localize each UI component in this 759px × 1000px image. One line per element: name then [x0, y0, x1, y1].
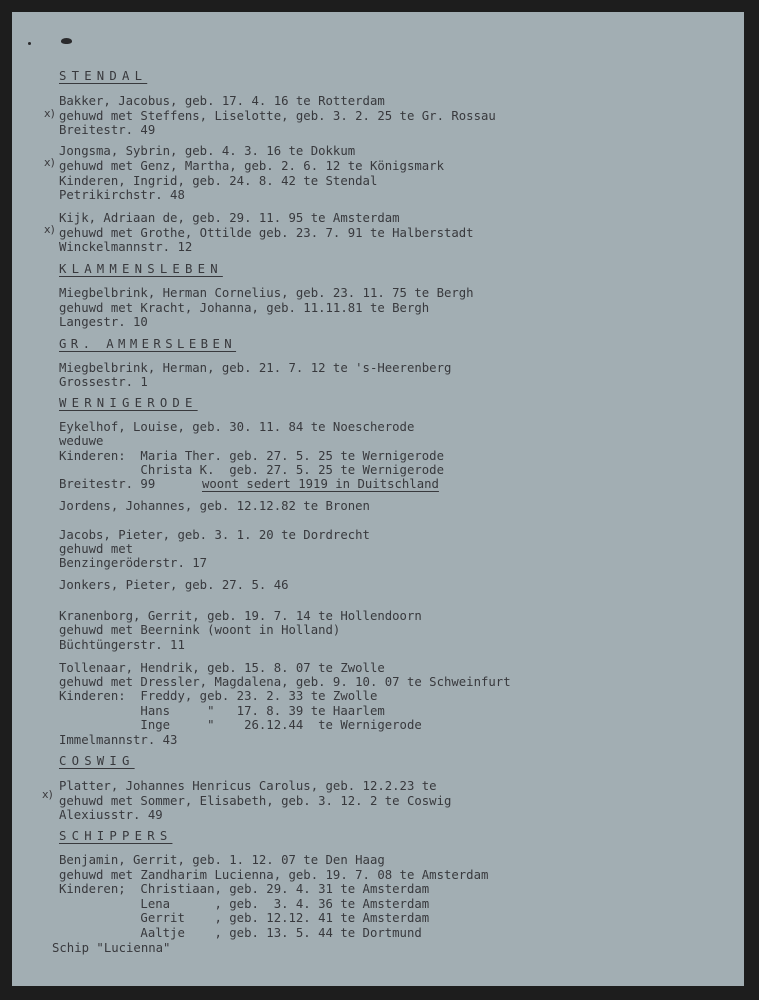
entry-line: Benjamin, Gerrit, geb. 1. 12. 07 te Den Haag: [59, 853, 385, 867]
entry-line: Gerrit , geb. 12.12. 41 te Amsterdam: [59, 911, 430, 925]
margin-mark: x): [42, 788, 53, 801]
entry-line: Schip "Lucienna": [52, 941, 171, 955]
entry-line: Petrikirchstr. 48: [59, 188, 185, 202]
margin-mark: x): [44, 223, 55, 236]
entry-line: Kinderen: Freddy, geb. 23. 2. 33 te Zwolle: [59, 689, 378, 703]
entry-line: Immelmannstr. 43: [59, 733, 178, 747]
section-heading-stendal: STENDAL: [59, 69, 148, 83]
entry-line: Büchtüngerstr. 11: [59, 638, 185, 652]
residence-note: woont sedert 1919 in Duitschland: [202, 477, 439, 491]
punch-hole-mark: [28, 42, 31, 45]
entry-line: Jacobs, Pieter, geb. 3. 1. 20 te Dordrecht: [59, 528, 370, 542]
entry-line: gehuwd met Grothe, Ottilde geb. 23. 7. 91 te Halberstadt: [59, 226, 474, 240]
entry-line: Kinderen; Christiaan, geb. 29. 4. 31 te Amsterdam: [59, 882, 430, 896]
entry-line: Jongsma, Sybrin, geb. 4. 3. 16 te Dokkum: [59, 144, 356, 158]
section-heading-schippers: SCHIPPERS: [59, 829, 173, 843]
entry-line: Bakker, Jacobus, geb. 17. 4. 16 te Rotterdam: [59, 94, 385, 108]
section-heading-klammensleben: KLAMMENSLEBEN: [59, 262, 223, 276]
entry-line: Benzingeröderstr. 17: [59, 556, 208, 570]
entry-line: Alexiusstr. 49: [59, 808, 163, 822]
section-heading-gr-ammersleben: GR. AMMERSLEBEN: [59, 337, 237, 351]
entry-line: Hans " 17. 8. 39 te Haarlem: [59, 704, 385, 718]
section-heading-wernigerode: WERNIGERODE: [59, 396, 198, 410]
entry-line: Tollenaar, Hendrik, geb. 15. 8. 07 te Zwolle: [59, 661, 385, 675]
margin-mark: x): [44, 107, 55, 120]
entry-line: Miegbelbrink, Herman, geb. 21. 7. 12 te 's-Heerenberg: [59, 361, 452, 375]
entry-line: Eykelhof, Louise, geb. 30. 11. 84 te Noescherode: [59, 420, 415, 434]
entry-line: Breitestr. 99: [59, 477, 156, 491]
entry-line: Platter, Johannes Henricus Carolus, geb. 12.2.23 te: [59, 779, 437, 793]
ink-blot-mark: [61, 38, 72, 44]
entry-line: Miegbelbrink, Herman Cornelius, geb. 23. 11. 75 te Bergh: [59, 286, 474, 300]
entry-line: Kinderen: Maria Ther. geb. 27. 5. 25 te Wernigerode: [59, 449, 444, 463]
entry-line: gehuwd met Genz, Martha, geb. 2. 6. 12 te Königsmark: [59, 159, 444, 173]
entry-line: Kranenborg, Gerrit, geb. 19. 7. 14 te Hollendoorn: [59, 609, 422, 623]
section-heading-coswig: COSWIG: [59, 754, 135, 768]
margin-mark: x): [44, 156, 55, 169]
entry-line: gehuwd met: [59, 542, 134, 556]
entry-line: Langestr. 10: [59, 315, 148, 329]
entry-line: Breitestr. 49: [59, 123, 156, 137]
entry-line: Christa K. geb. 27. 5. 25 te Wernigerode: [59, 463, 444, 477]
entry-line: Jonkers, Pieter, geb. 27. 5. 46: [59, 578, 289, 592]
entry-line: Kinderen, Ingrid, geb. 24. 8. 42 te Stendal: [59, 174, 378, 188]
entry-line: weduwe: [59, 434, 104, 448]
entry-line: gehuwd met Zandharim Lucienna, geb. 19. 7. 08 te Amsterdam: [59, 868, 489, 882]
entry-line: Inge " 26.12.44 te Wernigerode: [59, 718, 422, 732]
entry-line: gehuwd met Sommer, Elisabeth, geb. 3. 12. 2 te Coswig: [59, 794, 452, 808]
entry-line: gehuwd met Beernink (woont in Holland): [59, 623, 341, 637]
entry-line: gehuwd met Kracht, Johanna, geb. 11.11.81 te Bergh: [59, 301, 430, 315]
entry-line: gehuwd met Dressler, Magdalena, geb. 9. 10. 07 te Schweinfurt: [59, 675, 511, 689]
entry-line: Grossestr. 1: [59, 375, 148, 389]
entry-line: gehuwd met Steffens, Liselotte, geb. 3. 2. 25 te Gr. Rossau: [59, 109, 496, 123]
document-page: [12, 12, 744, 986]
entry-line: Kijk, Adriaan de, geb. 29. 11. 95 te Amsterdam: [59, 211, 400, 225]
entry-line: Winckelmannstr. 12: [59, 240, 193, 254]
entry-line: Lena , geb. 3. 4. 36 te Amsterdam: [59, 897, 430, 911]
entry-line: Jordens, Johannes, geb. 12.12.82 te Bronen: [59, 499, 370, 513]
entry-line: Aaltje , geb. 13. 5. 44 te Dortmund: [59, 926, 422, 940]
